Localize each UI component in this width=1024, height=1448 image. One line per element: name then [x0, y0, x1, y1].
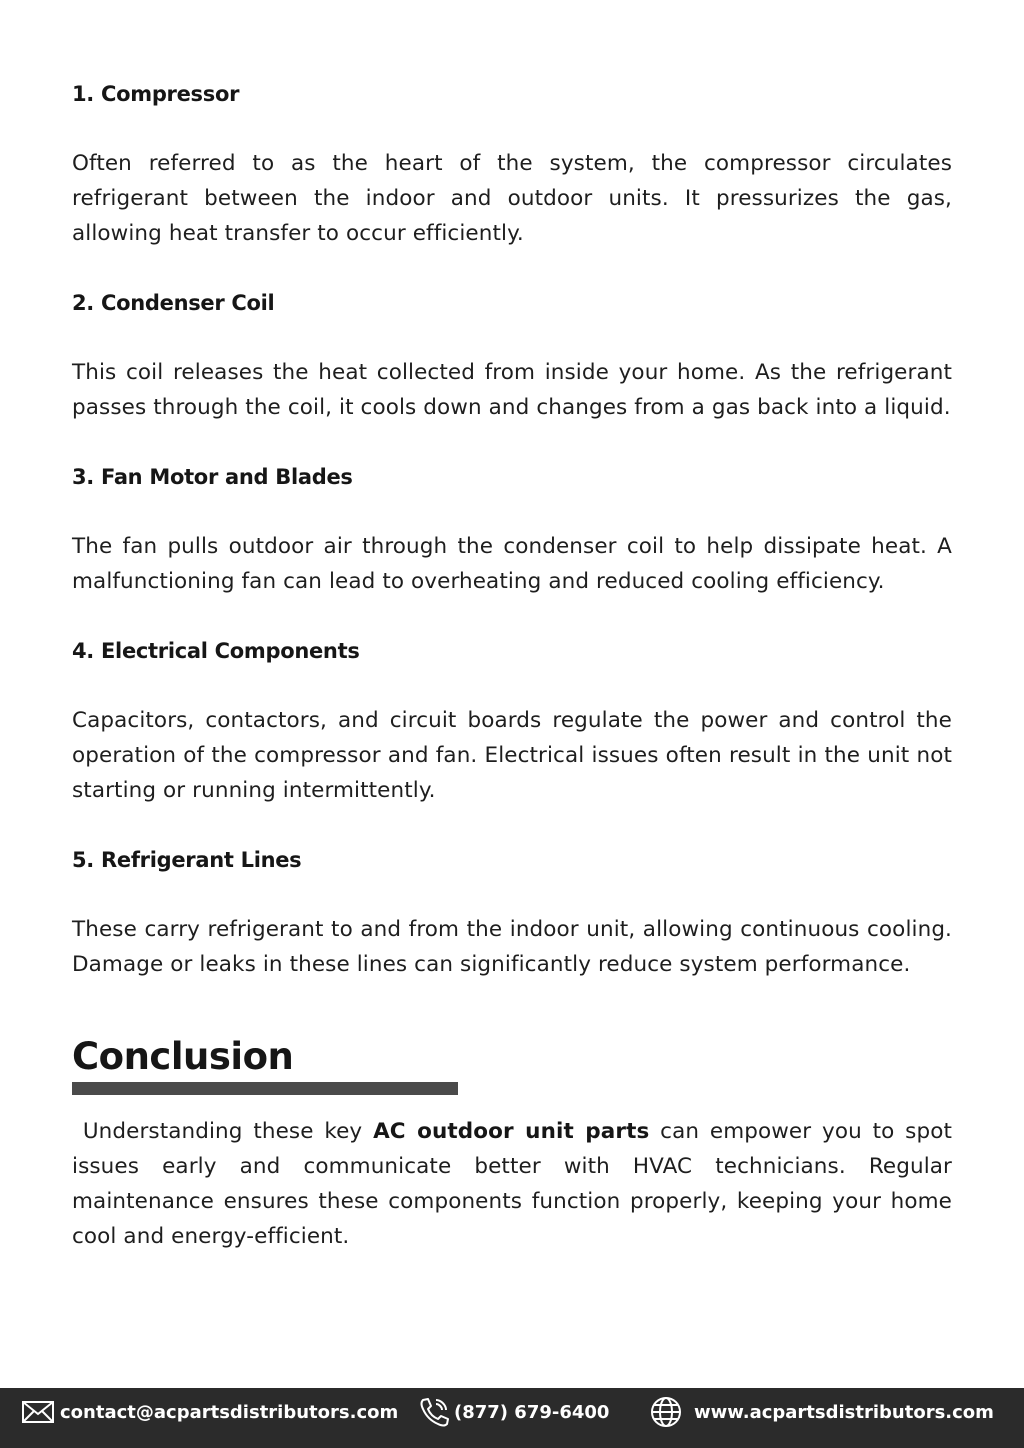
- phone-icon: [418, 1397, 450, 1427]
- footer-website-text: www.acpartsdistributors.com: [694, 1401, 994, 1423]
- document-content: [72, 77, 952, 1254]
- footer-email-text: contact@acpartsdistributors.com: [60, 1401, 399, 1423]
- contact-footer: [0, 1388, 1024, 1448]
- section-heading-electrical: 4. Electrical Components: [72, 639, 360, 663]
- footer-website[interactable]: [650, 1388, 994, 1436]
- footer-phone[interactable]: [418, 1388, 609, 1436]
- footer-email[interactable]: [22, 1388, 398, 1436]
- section-body-compressor: Often referred to as the heart of the system, the compressor circulates refrigerant between the indoor and outdoor units. It pressurizes the gas, allowing heat transfer to occur efficiently.: [72, 151, 952, 246]
- section-heading-fan-motor: 3. Fan Motor and Blades: [72, 465, 353, 489]
- section-body-condenser-coil: This coil releases the heat collected from inside your home. As the refrigerant passes through the coil, it cools down and changes from a gas back into a liquid.: [72, 360, 952, 420]
- conclusion-body: [72, 1114, 952, 1254]
- globe-icon: [650, 1396, 682, 1428]
- section-body-electrical: Capacitors, contactors, and circuit boards regulate the power and control the operation of the compressor and fan. Electrical issues often result in the unit not starting or running intermittently.: [72, 708, 952, 803]
- section-heading-compressor: 1. Compressor: [72, 82, 240, 106]
- conclusion-intro: Understanding these key: [72, 1119, 374, 1144]
- conclusion-title: Conclusion: [72, 1035, 294, 1078]
- section-body-fan-motor: The fan pulls outdoor air through the condenser coil to help dissipate heat. A malfunctioning fan can lead to overheating and reduced cooling efficiency.: [72, 534, 952, 594]
- envelope-icon: [22, 1401, 54, 1423]
- conclusion-keyword: AC outdoor unit parts: [373, 1119, 650, 1144]
- section-heading-condenser-coil: 2. Condenser Coil: [72, 291, 275, 315]
- conclusion-underline: [72, 1082, 458, 1095]
- section-heading-refrigerant-lines: 5. Refrigerant Lines: [72, 848, 302, 872]
- footer-phone-text: (877) 679-6400: [454, 1401, 610, 1423]
- section-body-refrigerant-lines: These carry refrigerant to and from the indoor unit, allowing continuous cooling. Damage or leaks in these lines can significantly reduce system performance.: [72, 917, 952, 977]
- conclusion-rest: can empower you to spot issues early and communicate better with HVAC technicians. Regular maintenance ensures these components function properly, keeping your home cool and energy-efficient.: [72, 1119, 953, 1249]
